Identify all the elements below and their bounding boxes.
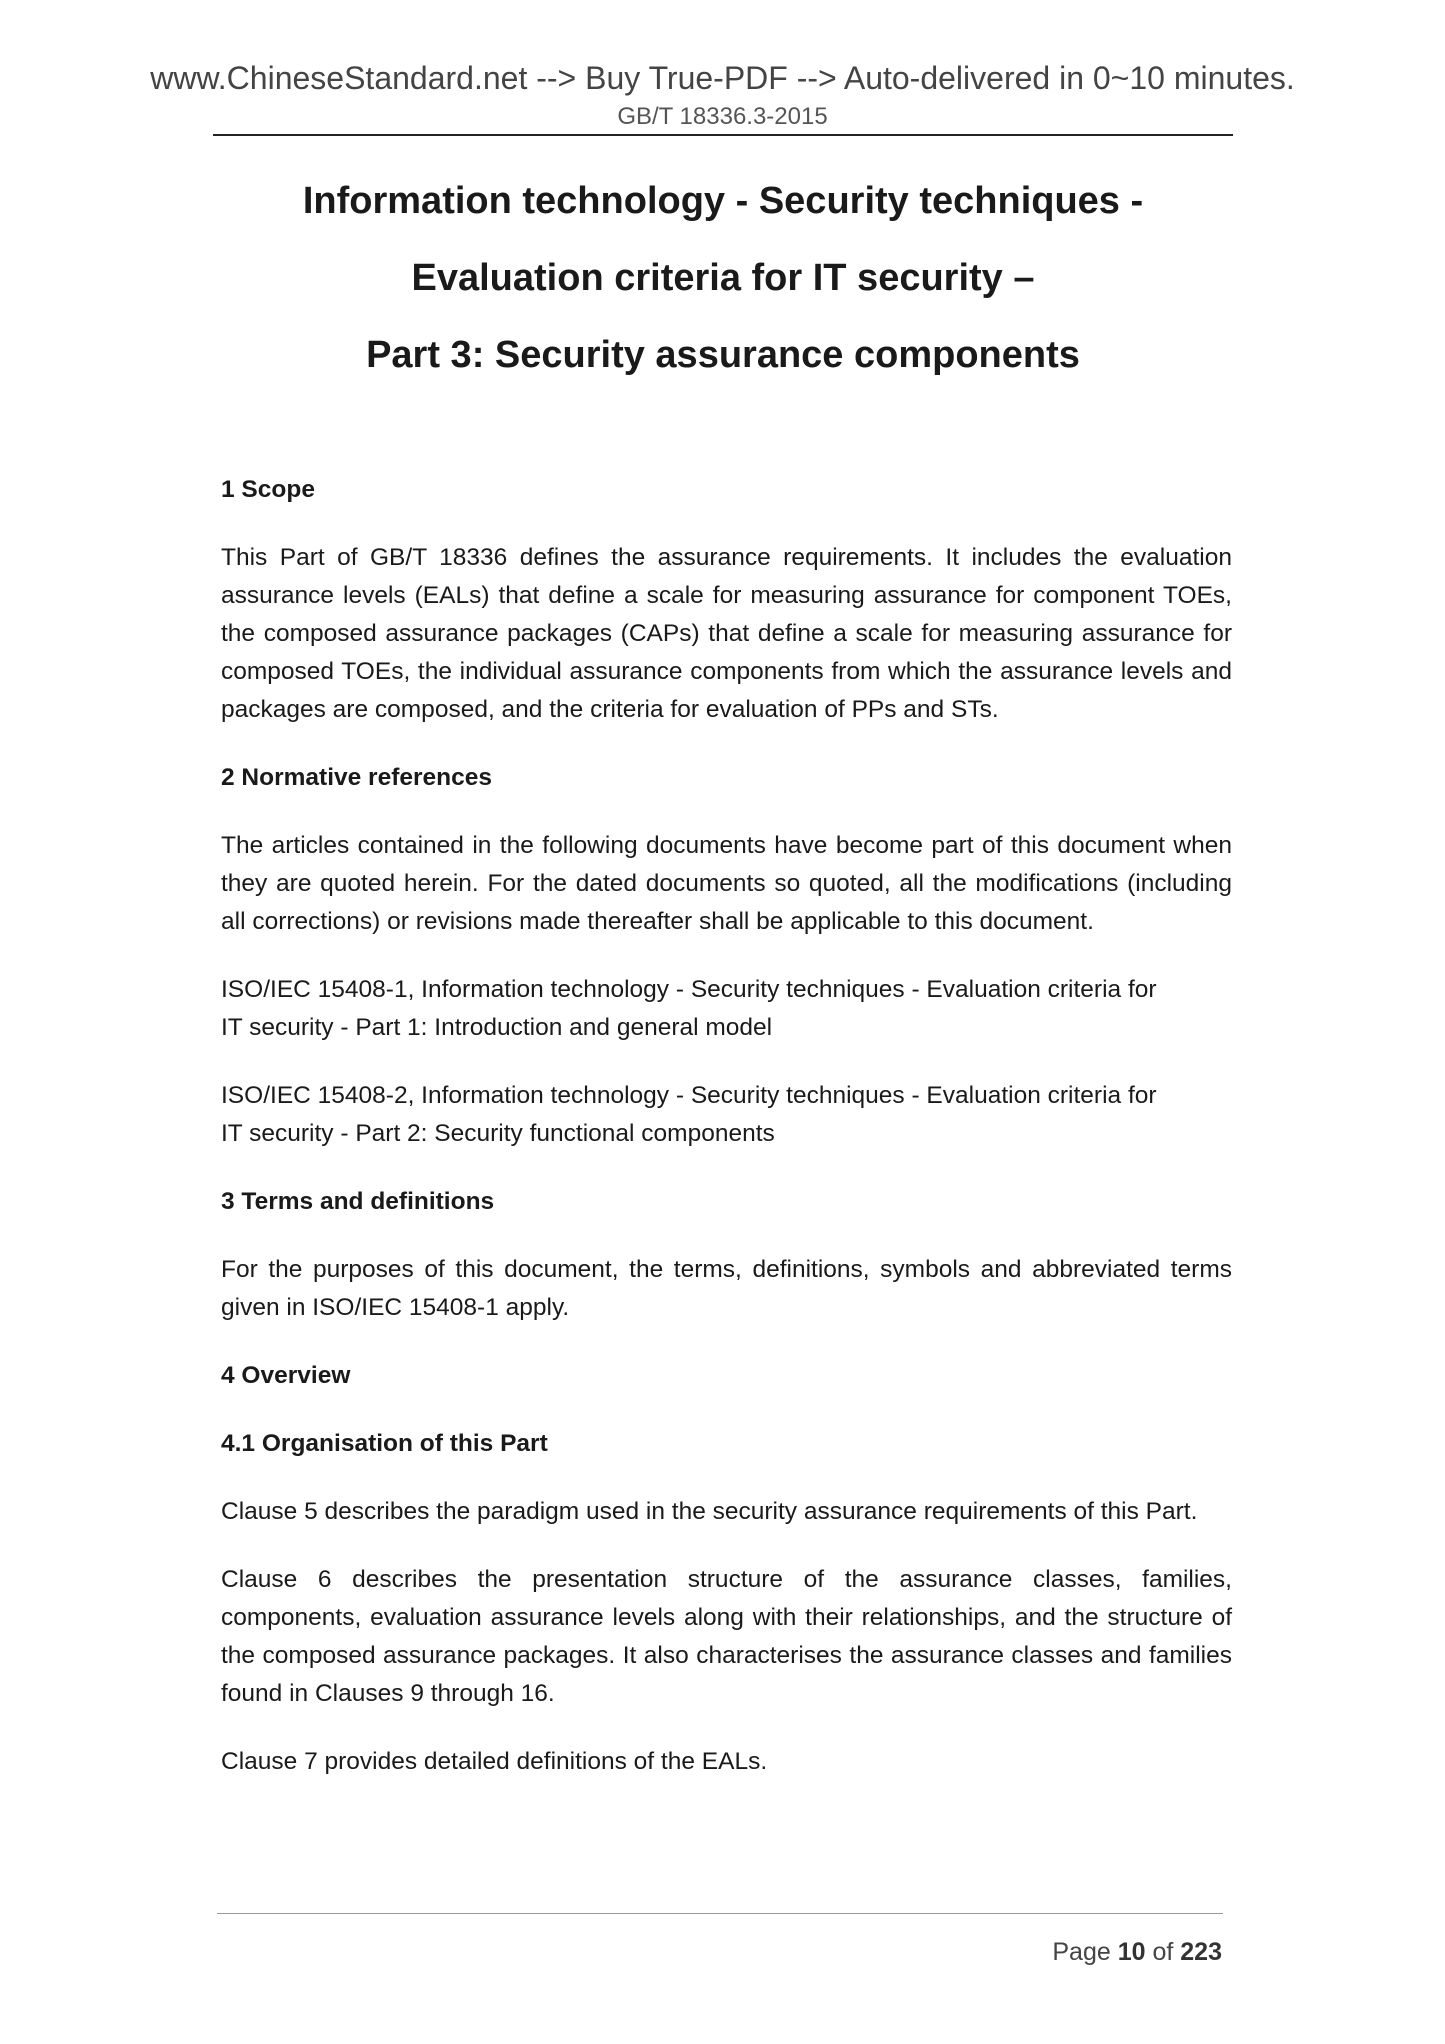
section-heading-normative-references: 2 Normative references	[221, 764, 493, 791]
document-title	[200, 163, 1246, 394]
title-line-1: Information technology - Security techniques -	[302, 180, 1144, 222]
normative-references-paragraph: The articles contained in the following documents have become part of this document when they are quoted herein. For the dated documents so quoted, all the modifications (including all corrections) or revisions made thereafter shall be applicable to this document.	[221, 832, 1232, 935]
organisation-paragraph: Clause 5 describes the paradigm used in the security assurance requirements of this Part.	[221, 1498, 1198, 1525]
organisation-paragraph: Clause 6 describes the presentation structure of the assurance classes, families, components, evaluation assurance levels along with their relationships, and the structure of the composed assurance packages. It also characterises the assurance classes and families found in Clauses 9 through 16.	[221, 1566, 1232, 1707]
section-heading-scope: 1 Scope	[221, 476, 315, 503]
current-page: 10	[1117, 1938, 1146, 1966]
reference-item: ISO/IEC 15408-2, Information technology - Security techniques - Evaluation criteria for IT security - Part 2: Security functional components	[221, 1082, 1157, 1147]
organisation-paragraph: Clause 7 provides detailed definitions of the EALs.	[221, 1748, 768, 1775]
document-body	[221, 471, 1232, 1781]
terms-paragraph: For the purposes of this document, the terms, definitions, symbols and abbreviated terms given in ISO/IEC 15408-1 apply.	[221, 1256, 1232, 1321]
title-line-2: Evaluation criteria for IT security –	[411, 257, 1035, 299]
source-banner: www.ChineseStandard.net --> Buy True-PDF --> Auto-delivered in 0~10 minutes.	[150, 60, 1295, 96]
header-divider	[213, 134, 1233, 136]
page-number	[1052, 1937, 1222, 1967]
scope-paragraph: This Part of GB/T 18336 defines the assurance requirements. It includes the evaluation assurance levels (EALs) that define a scale for measuring assurance for component TOEs, the composed assurance packages (CAPs) that define a scale for measuring assurance for composed TOEs, the individual assurance components from which the assurance levels and packages are composed, and the criteria for evaluation of PPs and STs.	[221, 544, 1232, 723]
section-heading-organisation: 4.1 Organisation of this Part	[221, 1430, 548, 1457]
total-pages: 223	[1180, 1938, 1222, 1966]
reference-item: ISO/IEC 15408-1, Information technology - Security techniques - Evaluation criteria for IT security - Part 1: Introduction and general model	[221, 976, 1157, 1041]
standard-code: GB/T 18336.3-2015	[617, 103, 828, 130]
of-word: of	[1152, 1938, 1174, 1966]
section-heading-terms: 3 Terms and definitions	[221, 1188, 495, 1215]
page-word: Page	[1052, 1938, 1111, 1966]
title-line-3: Part 3: Security assurance components	[366, 334, 1080, 376]
footer-divider	[217, 1913, 1223, 1914]
section-heading-overview: 4 Overview	[221, 1362, 351, 1389]
